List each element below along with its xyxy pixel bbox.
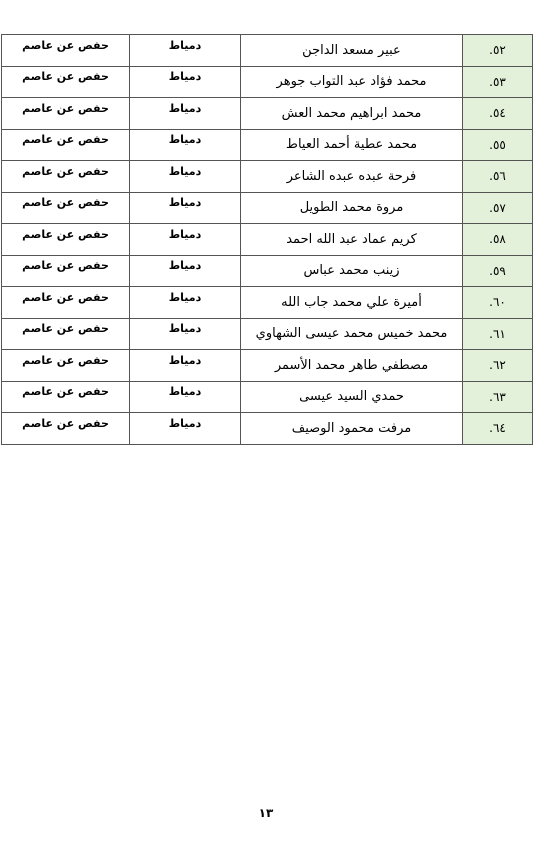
table-row bbox=[2, 350, 533, 382]
city-cell bbox=[130, 224, 241, 256]
city-cell bbox=[130, 66, 241, 98]
participant-name-cell: محمد عطية أحمد العياط bbox=[241, 129, 463, 161]
riwaya-cell-text: حفص عن عاصم bbox=[22, 38, 109, 52]
riwaya-cell-text: حفص عن عاصم bbox=[22, 227, 109, 241]
riwaya-cell bbox=[2, 192, 130, 224]
riwaya-cell bbox=[2, 66, 130, 98]
participant-name-cell: محمد فؤاد عبد التواب جوهر bbox=[241, 66, 463, 98]
city-cell-text: دمياط bbox=[168, 227, 202, 241]
city-cell-text: دمياط bbox=[168, 385, 202, 399]
participant-name-cell: مصطفي طاهر محمد الأسمر bbox=[241, 350, 463, 382]
riwaya-cell-text: حفص عن عاصم bbox=[22, 133, 109, 147]
city-cell bbox=[130, 35, 241, 67]
riwaya-cell bbox=[2, 161, 130, 193]
city-cell bbox=[130, 381, 241, 413]
city-cell-text: دمياط bbox=[168, 416, 202, 430]
riwaya-cell bbox=[2, 224, 130, 256]
city-cell-text: دمياط bbox=[168, 101, 202, 115]
row-number-cell: ٥٦. bbox=[463, 161, 533, 193]
row-number-cell: ٦٣. bbox=[463, 381, 533, 413]
riwaya-cell-text: حفص عن عاصم bbox=[22, 164, 109, 178]
riwaya-cell-text: حفص عن عاصم bbox=[22, 385, 109, 399]
table-row bbox=[2, 98, 533, 130]
city-cell-text: دمياط bbox=[168, 290, 202, 304]
table-row bbox=[2, 255, 533, 287]
city-cell-text: دمياط bbox=[168, 164, 202, 178]
riwaya-cell-text: حفص عن عاصم bbox=[22, 196, 109, 210]
city-cell bbox=[130, 318, 241, 350]
riwaya-cell bbox=[2, 381, 130, 413]
riwaya-cell-text: حفص عن عاصم bbox=[22, 101, 109, 115]
participant-name-cell: مرفت محمود الوصيف bbox=[241, 413, 463, 445]
city-cell-text: دمياط bbox=[168, 70, 202, 84]
participant-name-cell: فرحة عبده عبده الشاعر bbox=[241, 161, 463, 193]
table-row bbox=[2, 318, 533, 350]
table-row bbox=[2, 66, 533, 98]
riwaya-cell bbox=[2, 255, 130, 287]
row-number-cell: ٥٧. bbox=[463, 192, 533, 224]
page-number: ١٣ bbox=[258, 806, 274, 820]
city-cell bbox=[130, 255, 241, 287]
riwaya-cell-text: حفص عن عاصم bbox=[22, 322, 109, 336]
participant-name-cell: محمد ابراهيم محمد العش bbox=[241, 98, 463, 130]
riwaya-cell bbox=[2, 98, 130, 130]
row-number-cell: ٦٢. bbox=[463, 350, 533, 382]
row-number-cell: ٥٣. bbox=[463, 66, 533, 98]
table-row bbox=[2, 413, 533, 445]
city-cell bbox=[130, 161, 241, 193]
row-number-cell: ٥٩. bbox=[463, 255, 533, 287]
table-row bbox=[2, 35, 533, 67]
city-cell bbox=[130, 129, 241, 161]
participant-name-cell: أميرة علي محمد جاب الله bbox=[241, 287, 463, 319]
participant-name-cell: محمد خميس محمد عيسى الشهاوي bbox=[241, 318, 463, 350]
riwaya-cell bbox=[2, 350, 130, 382]
table-row bbox=[2, 129, 533, 161]
riwaya-cell-text: حفص عن عاصم bbox=[22, 70, 109, 84]
row-number-cell: ٥٨. bbox=[463, 224, 533, 256]
participant-name-cell: زينب محمد عباس bbox=[241, 255, 463, 287]
row-number-cell: ٦٠. bbox=[463, 287, 533, 319]
city-cell-text: دمياط bbox=[168, 133, 202, 147]
table-row bbox=[2, 161, 533, 193]
riwaya-cell-text: حفص عن عاصم bbox=[22, 353, 109, 367]
riwaya-cell-text: حفص عن عاصم bbox=[22, 259, 109, 273]
riwaya-cell-text: حفص عن عاصم bbox=[22, 416, 109, 430]
participant-name-cell: حمدي السيد عيسى bbox=[241, 381, 463, 413]
city-cell-text: دمياط bbox=[168, 322, 202, 336]
row-number-cell: ٦١. bbox=[463, 318, 533, 350]
riwaya-cell bbox=[2, 318, 130, 350]
riwaya-cell bbox=[2, 35, 130, 67]
participants-table bbox=[1, 34, 533, 445]
participant-name-cell: كريم عماد عبد الله احمد bbox=[241, 224, 463, 256]
row-number-cell: ٥٥. bbox=[463, 129, 533, 161]
city-cell bbox=[130, 413, 241, 445]
row-number-cell: ٥٤. bbox=[463, 98, 533, 130]
city-cell-text: دمياط bbox=[168, 38, 202, 52]
participant-name-cell: مروة محمد الطويل bbox=[241, 192, 463, 224]
row-number-cell: ٦٤. bbox=[463, 413, 533, 445]
city-cell bbox=[130, 350, 241, 382]
city-cell-text: دمياط bbox=[168, 259, 202, 273]
city-cell bbox=[130, 287, 241, 319]
riwaya-cell bbox=[2, 129, 130, 161]
participant-name-cell: عبير مسعد الداجن bbox=[241, 35, 463, 67]
city-cell bbox=[130, 98, 241, 130]
table-row bbox=[2, 224, 533, 256]
table-row bbox=[2, 287, 533, 319]
riwaya-cell bbox=[2, 287, 130, 319]
riwaya-cell-text: حفص عن عاصم bbox=[22, 290, 109, 304]
city-cell-text: دمياط bbox=[168, 353, 202, 367]
city-cell bbox=[130, 192, 241, 224]
riwaya-cell bbox=[2, 413, 130, 445]
table-row bbox=[2, 381, 533, 413]
city-cell-text: دمياط bbox=[168, 196, 202, 210]
participants-table-body bbox=[2, 35, 533, 445]
table-row bbox=[2, 192, 533, 224]
row-number-cell: ٥٢. bbox=[463, 35, 533, 67]
